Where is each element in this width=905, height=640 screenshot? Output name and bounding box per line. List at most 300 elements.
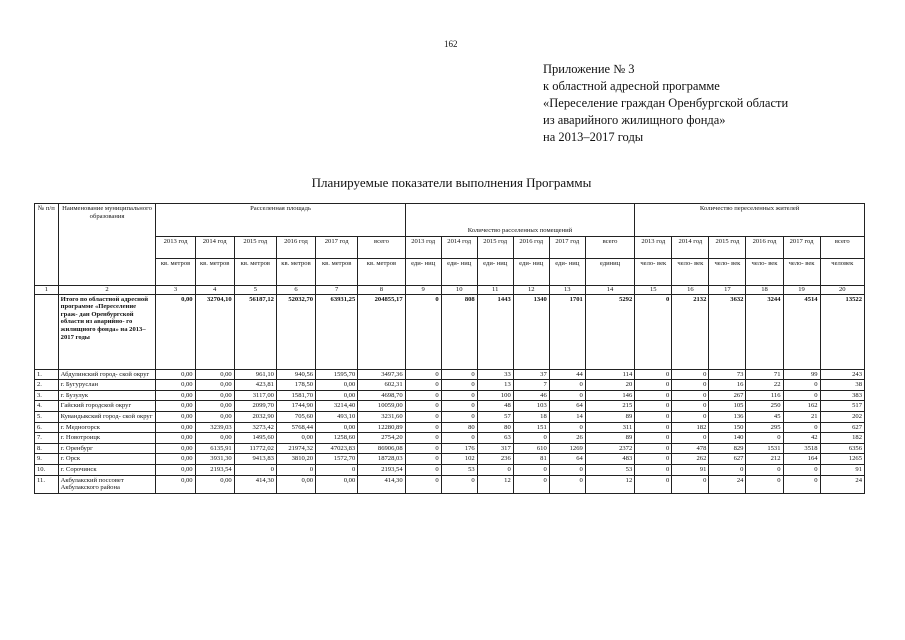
row-value: 414,30: [234, 475, 276, 493]
row-value: 18728,03: [358, 454, 405, 465]
column-number: 20: [820, 286, 864, 295]
row-value: 0,00: [156, 411, 195, 422]
row-municipality: Гайский городской округ: [58, 401, 156, 412]
row-value: 627: [820, 422, 864, 433]
row-value: 0: [672, 475, 709, 493]
row-value: 0,00: [156, 369, 195, 380]
header-year-residents: 2013 год: [635, 237, 672, 259]
row-value: 47023,83: [316, 443, 358, 454]
row-value: 0: [635, 369, 672, 380]
header-year-area: 2017 год: [316, 237, 358, 259]
row-value: 22: [746, 380, 783, 391]
row-value: 32704,10: [195, 294, 234, 369]
column-number: 4: [195, 286, 234, 295]
row-value: 99: [783, 369, 820, 380]
row-value: 33: [477, 369, 513, 380]
row-value: 3518: [783, 443, 820, 454]
row-value: 0: [441, 401, 477, 412]
row-value: 0,00: [156, 422, 195, 433]
header-unit-premises: еди- ниц: [513, 259, 549, 286]
header-year-residents: 2014 год: [672, 237, 709, 259]
row-value: 0: [441, 390, 477, 401]
column-number: 15: [635, 286, 672, 295]
row-value: 20: [585, 380, 634, 391]
row-value: 0,00: [156, 380, 195, 391]
row-value: 0: [405, 390, 441, 401]
row-value: 45: [746, 411, 783, 422]
row-value: 0: [513, 433, 549, 444]
row-value: 48: [477, 401, 513, 412]
header-premises-group: Количество расселенных помещений: [405, 204, 635, 237]
column-number: 11: [477, 286, 513, 295]
row-number: 10.: [35, 464, 59, 475]
row-value: 81: [513, 454, 549, 465]
row-value: 0: [783, 475, 820, 493]
row-value: 267: [709, 390, 746, 401]
row-municipality: Кувандыкский город- ской округ: [58, 411, 156, 422]
row-value: 0: [405, 401, 441, 412]
row-value: 0,00: [276, 475, 315, 493]
header-unit-residents: чело- век: [746, 259, 783, 286]
table-row: [35, 390, 865, 401]
row-value: 0: [549, 464, 585, 475]
row-number: [35, 294, 59, 369]
row-value: 0: [635, 422, 672, 433]
row-value: 80: [477, 422, 513, 433]
row-value: 150: [709, 422, 746, 433]
table-row: [35, 380, 865, 391]
row-municipality: Акбулакский поссовет Акбулакского района: [58, 475, 156, 493]
header-year-area: 2013 год: [156, 237, 195, 259]
row-value: 0: [405, 443, 441, 454]
table-row: [35, 422, 865, 433]
column-number: 2: [58, 286, 156, 295]
row-value: 18: [513, 411, 549, 422]
row-value: 105: [709, 401, 746, 412]
table-row: [35, 411, 865, 422]
row-number: 3.: [35, 390, 59, 401]
row-value: 0: [405, 411, 441, 422]
row-value: 0: [276, 464, 315, 475]
row-number: 7.: [35, 433, 59, 444]
table-row: [35, 443, 865, 454]
row-value: 0,00: [316, 422, 358, 433]
appendix-line: из аварийного жилищного фонда»: [543, 113, 726, 127]
row-value: 250: [746, 401, 783, 412]
row-value: 182: [820, 433, 864, 444]
header-year-premises: 2015 год: [477, 237, 513, 259]
row-value: 12: [477, 475, 513, 493]
header-area-group: Расселенная площадь: [156, 204, 405, 237]
row-value: 0: [405, 475, 441, 493]
row-value: 46: [513, 390, 549, 401]
row-value: 146: [585, 390, 634, 401]
row-value: 10059,00: [358, 401, 405, 412]
header-year-premises: 2013 год: [405, 237, 441, 259]
row-value: 317: [477, 443, 513, 454]
row-value: 961,10: [234, 369, 276, 380]
row-value: 0: [783, 464, 820, 475]
row-value: 1744,90: [276, 401, 315, 412]
row-number: 8.: [35, 443, 59, 454]
header-unit-area: кв. метров: [358, 259, 405, 286]
row-value: 0: [441, 433, 477, 444]
column-number: 14: [585, 286, 634, 295]
header-year-premises: 2016 год: [513, 237, 549, 259]
row-value: 0: [316, 464, 358, 475]
row-value: 136: [709, 411, 746, 422]
row-value: 0: [635, 433, 672, 444]
table-row: [35, 294, 865, 369]
header-unit-residents: чело- век: [709, 259, 746, 286]
header-unit-area: кв. метров: [316, 259, 358, 286]
column-number: 5: [234, 286, 276, 295]
row-value: 53: [441, 464, 477, 475]
table-row: [35, 433, 865, 444]
row-value: 2193,54: [358, 464, 405, 475]
row-value: 2193,54: [195, 464, 234, 475]
row-value: 602,31: [358, 380, 405, 391]
row-value: 1340: [513, 294, 549, 369]
row-value: 3244: [746, 294, 783, 369]
row-municipality: г. Орск: [58, 454, 156, 465]
row-municipality: Абдулинский город- ской округ: [58, 369, 156, 380]
column-number: 10: [441, 286, 477, 295]
row-value: 0,00: [316, 475, 358, 493]
column-number: 19: [783, 286, 820, 295]
row-municipality: г. Медногорск: [58, 422, 156, 433]
row-value: 3632: [709, 294, 746, 369]
row-value: 116: [746, 390, 783, 401]
row-value: 16: [709, 380, 746, 391]
row-value: 64: [549, 454, 585, 465]
row-value: 6356: [820, 443, 864, 454]
row-value: 0: [405, 433, 441, 444]
row-value: 0: [635, 390, 672, 401]
row-value: 610: [513, 443, 549, 454]
header-year-premises: всего: [585, 237, 634, 259]
row-value: 6135,91: [195, 443, 234, 454]
row-number: 11.: [35, 475, 59, 493]
table-row: [35, 369, 865, 380]
row-value: 57: [477, 411, 513, 422]
row-value: 0: [405, 464, 441, 475]
row-value: 56187,12: [234, 294, 276, 369]
row-value: 0,00: [156, 401, 195, 412]
row-value: 0: [441, 369, 477, 380]
document-title-text: Планируемые показатели выполнения Программы: [311, 175, 592, 190]
row-value: 89: [585, 411, 634, 422]
row-value: 0,00: [195, 390, 234, 401]
row-value: 86906,08: [358, 443, 405, 454]
row-municipality: г. Бузулук: [58, 390, 156, 401]
row-value: 0: [405, 294, 441, 369]
row-value: 0,00: [156, 433, 195, 444]
row-value: 0,00: [156, 443, 195, 454]
row-municipality: г. Бугуруслан: [58, 380, 156, 391]
document-title: [0, 175, 905, 191]
row-value: 0: [672, 380, 709, 391]
header-year-premises: 2014 год: [441, 237, 477, 259]
row-value: 11772,02: [234, 443, 276, 454]
row-value: 80: [441, 422, 477, 433]
row-value: 215: [585, 401, 634, 412]
header-unit-premises: еди- ниц: [549, 259, 585, 286]
row-value: 0,00: [195, 475, 234, 493]
row-value: 3497,36: [358, 369, 405, 380]
row-value: 42: [783, 433, 820, 444]
header-name: Наименование муниципального образования: [58, 204, 156, 286]
row-value: 21974,32: [276, 443, 315, 454]
row-value: 0: [549, 422, 585, 433]
row-municipality: Итого по областной адресной программе «Переселение граж- дан Оренбургской области из аварийно- го жилищного фонда» на 2013– 2017 годы: [58, 294, 156, 369]
row-value: 0,00: [156, 294, 195, 369]
row-value: 0,00: [195, 369, 234, 380]
row-value: 2099,70: [234, 401, 276, 412]
row-value: 204855,17: [358, 294, 405, 369]
row-value: 7: [513, 380, 549, 391]
row-value: 103: [513, 401, 549, 412]
row-value: 0: [746, 433, 783, 444]
row-municipality: г. Сорочинск: [58, 464, 156, 475]
row-value: 0: [746, 475, 783, 493]
column-number: 3: [156, 286, 195, 295]
row-value: 0: [672, 433, 709, 444]
row-value: 0,00: [316, 380, 358, 391]
row-value: 9413,83: [234, 454, 276, 465]
row-value: 3214,40: [316, 401, 358, 412]
row-value: 243: [820, 369, 864, 380]
row-value: 13522: [820, 294, 864, 369]
header-residents-group: Количество переселенных жителей: [635, 204, 865, 237]
table-row: [35, 401, 865, 412]
row-value: 0: [405, 369, 441, 380]
row-value: 182: [672, 422, 709, 433]
row-value: 0,00: [156, 475, 195, 493]
row-value: 26: [549, 433, 585, 444]
row-number: 9.: [35, 454, 59, 465]
row-value: 13: [477, 380, 513, 391]
row-value: 12280,89: [358, 422, 405, 433]
header-year-residents: всего: [820, 237, 864, 259]
row-value: 140: [709, 433, 746, 444]
row-value: 71: [746, 369, 783, 380]
row-value: 5292: [585, 294, 634, 369]
header-year-premises: 2017 год: [549, 237, 585, 259]
row-value: 0: [672, 369, 709, 380]
row-value: 3273,42: [234, 422, 276, 433]
header-unit-premises: еди- ниц: [441, 259, 477, 286]
row-value: 414,30: [358, 475, 405, 493]
row-value: 24: [709, 475, 746, 493]
row-value: 0: [635, 475, 672, 493]
header-unit-residents: человек: [820, 259, 864, 286]
row-value: 0,00: [195, 401, 234, 412]
column-number: 13: [549, 286, 585, 295]
header-unit-premises: единиц: [585, 259, 634, 286]
column-number: 9: [405, 286, 441, 295]
page-number: 162: [444, 39, 458, 49]
header-unit-area: кв. метров: [234, 259, 276, 286]
row-value: 295: [746, 422, 783, 433]
row-value: 89: [585, 433, 634, 444]
row-value: 1581,70: [276, 390, 315, 401]
row-municipality: г. Оренбург: [58, 443, 156, 454]
row-value: 21: [783, 411, 820, 422]
row-value: 1595,70: [316, 369, 358, 380]
row-value: 0: [477, 464, 513, 475]
row-value: 212: [746, 454, 783, 465]
row-value: 2372: [585, 443, 634, 454]
header-unit-residents: чело- век: [672, 259, 709, 286]
header-unit-premises: еди- ниц: [405, 259, 441, 286]
row-value: 0: [709, 464, 746, 475]
appendix-line: на 2013–2017 годы: [543, 130, 644, 144]
header-unit-residents: чело- век: [635, 259, 672, 286]
appendix-line: «Переселение граждан Оренбургской области: [543, 96, 789, 110]
row-value: 0,00: [156, 454, 195, 465]
row-value: 37: [513, 369, 549, 380]
row-value: 0: [513, 464, 549, 475]
row-value: 808: [441, 294, 477, 369]
row-number: 4.: [35, 401, 59, 412]
header-unit-area: кв. метров: [195, 259, 234, 286]
row-value: 0,00: [156, 464, 195, 475]
row-value: 0: [405, 380, 441, 391]
row-value: 0: [635, 380, 672, 391]
indicators-table: [34, 203, 865, 494]
row-value: 0: [441, 380, 477, 391]
row-number: 1.: [35, 369, 59, 380]
row-number: 2.: [35, 380, 59, 391]
row-value: 1443: [477, 294, 513, 369]
row-value: 162: [783, 401, 820, 412]
header-year-residents: 2016 год: [746, 237, 783, 259]
header-unit-area: кв. метров: [156, 259, 195, 286]
column-number: 8: [358, 286, 405, 295]
row-value: 0: [549, 380, 585, 391]
row-value: 0: [635, 294, 672, 369]
row-value: 114: [585, 369, 634, 380]
header-year-area: 2015 год: [234, 237, 276, 259]
table-row: [35, 475, 865, 493]
row-value: 102: [441, 454, 477, 465]
row-value: 0: [549, 475, 585, 493]
row-value: 0: [635, 464, 672, 475]
row-value: 2032,90: [234, 411, 276, 422]
row-value: 0: [672, 390, 709, 401]
column-number: 1: [35, 286, 59, 295]
row-value: 0: [746, 464, 783, 475]
row-value: 63931,25: [316, 294, 358, 369]
table-row: [35, 464, 865, 475]
row-value: 0: [513, 475, 549, 493]
row-value: 14: [549, 411, 585, 422]
row-value: 1701: [549, 294, 585, 369]
row-value: 940,56: [276, 369, 315, 380]
row-value: 0: [783, 422, 820, 433]
row-value: 1531: [746, 443, 783, 454]
row-value: 178,50: [276, 380, 315, 391]
header-unit-area: кв. метров: [276, 259, 315, 286]
column-number: 17: [709, 286, 746, 295]
row-value: 12: [585, 475, 634, 493]
column-number: 6: [276, 286, 315, 295]
row-value: 100: [477, 390, 513, 401]
row-value: 0: [405, 454, 441, 465]
row-value: 0,00: [276, 433, 315, 444]
appendix-line: к областной адресной программе: [543, 79, 720, 93]
row-value: 236: [477, 454, 513, 465]
column-number: 16: [672, 286, 709, 295]
row-value: 202: [820, 411, 864, 422]
row-value: 151: [513, 422, 549, 433]
row-value: 0,00: [195, 411, 234, 422]
header-year-area: 2014 год: [195, 237, 234, 259]
row-value: 0,00: [195, 380, 234, 391]
row-value: 44: [549, 369, 585, 380]
row-number: 5.: [35, 411, 59, 422]
row-value: 176: [441, 443, 477, 454]
row-value: 627: [709, 454, 746, 465]
row-value: 3810,20: [276, 454, 315, 465]
row-value: 3239,03: [195, 422, 234, 433]
row-municipality: г. Новотроицк: [58, 433, 156, 444]
row-value: 4514: [783, 294, 820, 369]
row-value: 0,00: [195, 433, 234, 444]
row-value: 311: [585, 422, 634, 433]
row-value: 478: [672, 443, 709, 454]
row-value: 164: [783, 454, 820, 465]
header-year-area: всего: [358, 237, 405, 259]
row-value: 705,60: [276, 411, 315, 422]
row-value: 3931,30: [195, 454, 234, 465]
row-value: 262: [672, 454, 709, 465]
row-value: 483: [585, 454, 634, 465]
column-number: 18: [746, 286, 783, 295]
row-value: 0: [441, 411, 477, 422]
table-row: [35, 454, 865, 465]
row-value: 3231,60: [358, 411, 405, 422]
row-value: 1269: [549, 443, 585, 454]
header-year-residents: 2017 год: [783, 237, 820, 259]
row-value: 1495,60: [234, 433, 276, 444]
row-value: 0: [635, 411, 672, 422]
row-value: 423,81: [234, 380, 276, 391]
row-value: 1258,60: [316, 433, 358, 444]
row-value: 1572,70: [316, 454, 358, 465]
row-value: 0: [405, 422, 441, 433]
row-value: 1265: [820, 454, 864, 465]
row-value: 0: [549, 390, 585, 401]
row-value: 3117,00: [234, 390, 276, 401]
row-value: 0: [783, 380, 820, 391]
row-value: 4698,70: [358, 390, 405, 401]
header-year-area: 2016 год: [276, 237, 315, 259]
header-no: № п/п: [35, 204, 59, 286]
row-value: 2754,20: [358, 433, 405, 444]
row-value: 52032,70: [276, 294, 315, 369]
row-value: 73: [709, 369, 746, 380]
column-number: 12: [513, 286, 549, 295]
row-number: 6.: [35, 422, 59, 433]
header-unit-residents: чело- век: [783, 259, 820, 286]
row-value: 91: [820, 464, 864, 475]
row-value: 91: [672, 464, 709, 475]
row-value: 829: [709, 443, 746, 454]
row-value: 0,00: [316, 390, 358, 401]
row-value: 0: [234, 464, 276, 475]
